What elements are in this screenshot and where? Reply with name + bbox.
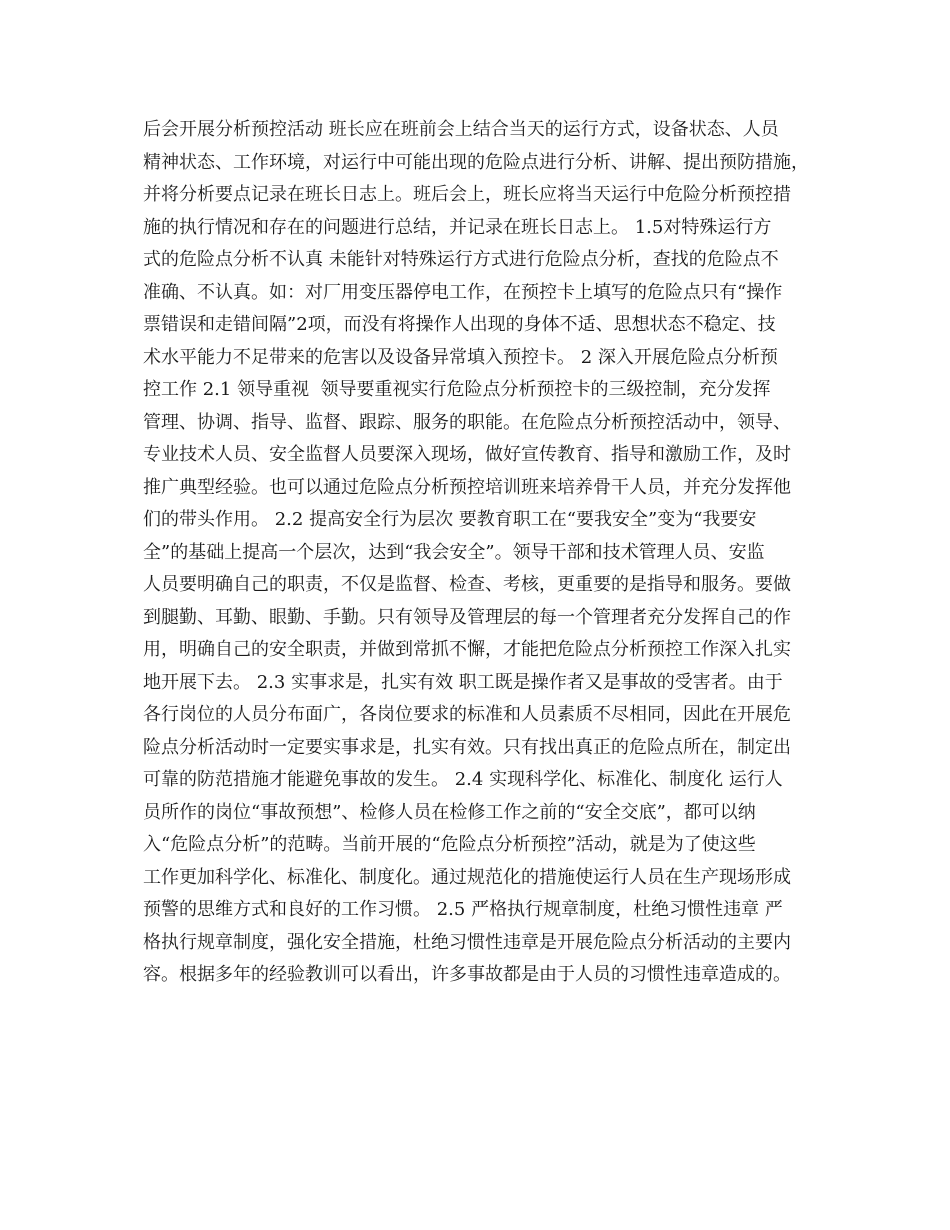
text-line: 地开展下去。 2.3 实事求是，扎实有效 职工既是操作者又是事故的受害者。由于	[143, 671, 783, 693]
text-line: 险点分析活动时一定要实事求是，扎实有效。只有找出真正的危险点所在，制定出	[143, 736, 791, 758]
text-line: 全”的基础上提高一个层次，达到“我会安全”。领导干部和技术管理人员、安监	[143, 541, 765, 563]
text-line: 推广典型经验。也可以通过危险点分析预控培训班来培养骨干人员，并充分发挥他	[143, 476, 791, 498]
text-line: 入“危险点分析”的范畴。当前开展的“危险点分析预控”活动，就是为了使这些	[143, 834, 756, 855]
text-line: 各行岗位的人员分布面广，各岗位要求的标准和人员素质不尽相同，因此在开展危	[143, 704, 791, 725]
text-line: 精神状态、工作环境，对运行中可能出现的危险点进行分析、讲解、提出预防措施，	[143, 151, 809, 173]
text-line: 工作更加科学化、标准化、制度化。通过规范化的措施使运行人员在生产现场形成	[143, 866, 791, 888]
text-line: 专业技术人员、安全监督人员要深入现场，做好宣传教育、指导和激励工作，及时	[143, 444, 791, 465]
text-line: 容。根据多年的经验教训可以看出，许多事故都是由于人员的习惯性违章造成的。	[143, 964, 791, 985]
text-line: 式的危险点分析不认真 未能针对特殊运行方式进行危险点分析，查找的危险点不	[143, 249, 779, 270]
text-line: 后会开展分析预控活动 班长应在班前会上结合当天的运行方式，设备状态、人员	[143, 119, 779, 140]
text-line: 可靠的防范措施才能避免事故的发生。 2.4 实现科学化、标准化、制度化 运行人	[143, 769, 783, 790]
text-line: 并将分析要点记录在班长日志上。班后会上，班长应将当天运行中危险分析预控措	[143, 184, 791, 205]
body-text	[143, 114, 823, 992]
text-line: 人员要明确自己的职责，不仅是监督、检查、考核，更重要的是指导和服务。要做	[143, 574, 791, 595]
text-line: 术水平能力不足带来的危害以及设备异常填入预控卡。 2 深入开展危险点分析预	[143, 346, 778, 368]
text-line: 格执行规章制度，强化安全措施，杜绝习惯性违章是开展危险点分析活动的主要内	[143, 931, 791, 953]
text-line: 管理、协调、指导、监督、跟踪、服务的职能。在危险点分析预控活动中，领导、	[143, 411, 791, 433]
text-line: 用，明确自己的安全职责，并做到常抓不懈，才能把危险点分析预控工作深入扎实	[143, 639, 791, 660]
text-line: 施的执行情况和存在的问题进行总结，并记录在班长日志上。 1.5对特殊运行方	[143, 216, 772, 238]
text-line: 准确、不认真。如：对厂用变压器停电工作，在预控卡上填写的危险点只有“操作	[143, 281, 783, 303]
text-line: 员所作的岗位“事故预想”、检修人员在检修工作之前的“安全交底”，都可以纳	[143, 801, 756, 823]
text-line: 控工作 2.1 领导重视 领导要重视实行危险点分析预控卡的三级控制，充分发挥	[143, 379, 771, 400]
text-line: 到腿勤、耳勤、眼勤、手勤。只有领导及管理层的每一个管理者充分发挥自己的作	[143, 606, 791, 628]
text-line: 们的带头作用。 2.2 提高安全行为层次 要教育职工在“要我安全”变为“我要安	[143, 509, 757, 530]
text-line: 预警的思维方式和良好的工作习惯。 2.5 严格执行规章制度，杜绝习惯性违章 严	[143, 899, 783, 920]
text-line: 票错误和走错间隔”2项，而没有将操作人出现的身体不适、思想状态不稳定、技	[143, 314, 776, 335]
